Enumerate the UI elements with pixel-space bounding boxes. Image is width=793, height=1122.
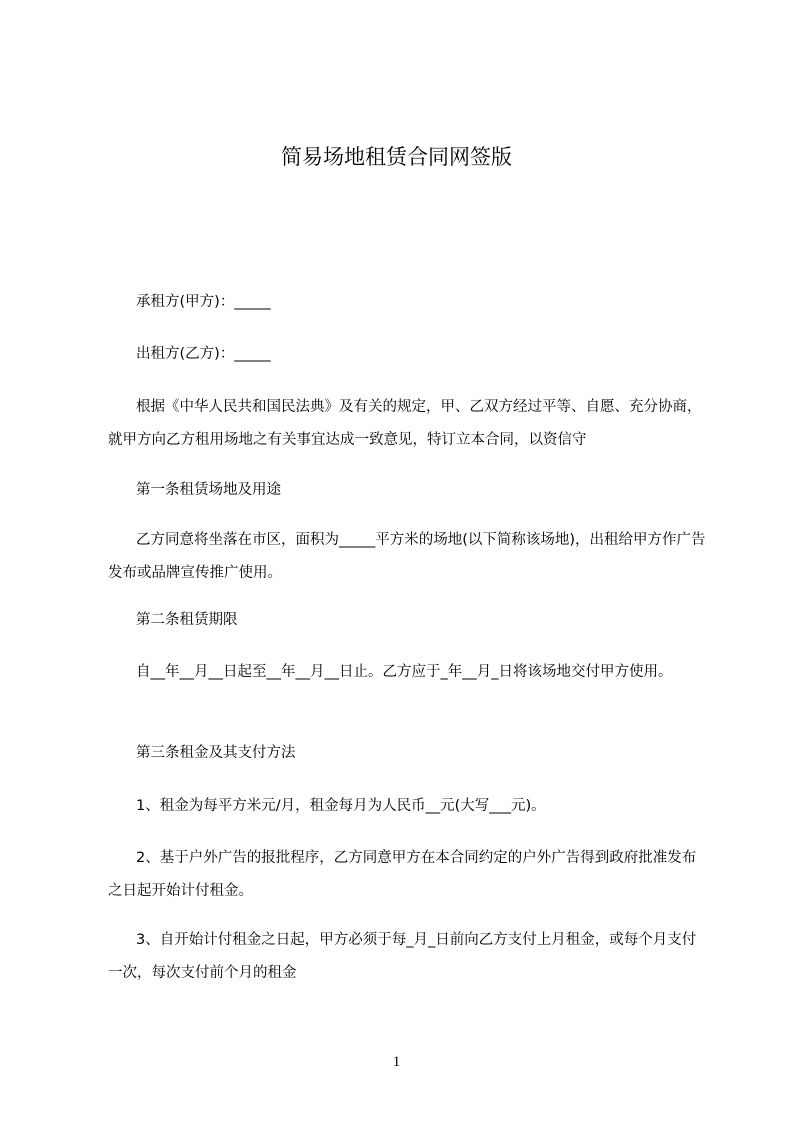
article-3-heading: 第三条租金及其支付方法 (136, 745, 296, 761)
article-1-paragraph: 乙方同意将坐落在市区，面积为_____平方米的场地(以下简称该场地)，出租给甲方作广告发布或品牌宣传推广使用。 (108, 532, 706, 581)
article-2-heading: 第二条租赁期限 (136, 612, 238, 628)
article-3-clause-2: 2、基于户外广告的报批程序，乙方同意甲方在本合同约定的户外广告得到政府批准发布之日起开始计付租金。 (108, 850, 697, 899)
document-title: 简易场地租赁合同网签版 (281, 145, 512, 169)
party-a-line: 承租方(甲方)：_____ (136, 294, 271, 310)
article-2-paragraph: 自__年__月__日起至__年__月__日止。乙方应于_年__月_日将该场地交付甲方使用。 (136, 664, 673, 680)
party-b-line: 出租方(乙方)：_____ (136, 346, 271, 362)
article-3-clause-3: 3、自开始计付租金之日起，甲方必须于每_月_日前向乙方支付上月租金，或每个月支付一次，每次支付前个月的租金 (108, 932, 697, 981)
article-1-heading: 第一条租赁场地及用途 (136, 482, 281, 498)
preamble-paragraph: 根据《中华人民共和国民法典》及有关的规定，甲、乙双方经过平等、自愿、充分协商，就甲方向乙方租用场地之有关事宜达成一致意见，特订立本合同，以资信守 (108, 399, 702, 448)
page-number: 1 (392, 1054, 401, 1070)
article-3-clause-1: 1、租金为每平方米元/月，租金每月为人民币__元(大写___元)。 (136, 798, 546, 814)
